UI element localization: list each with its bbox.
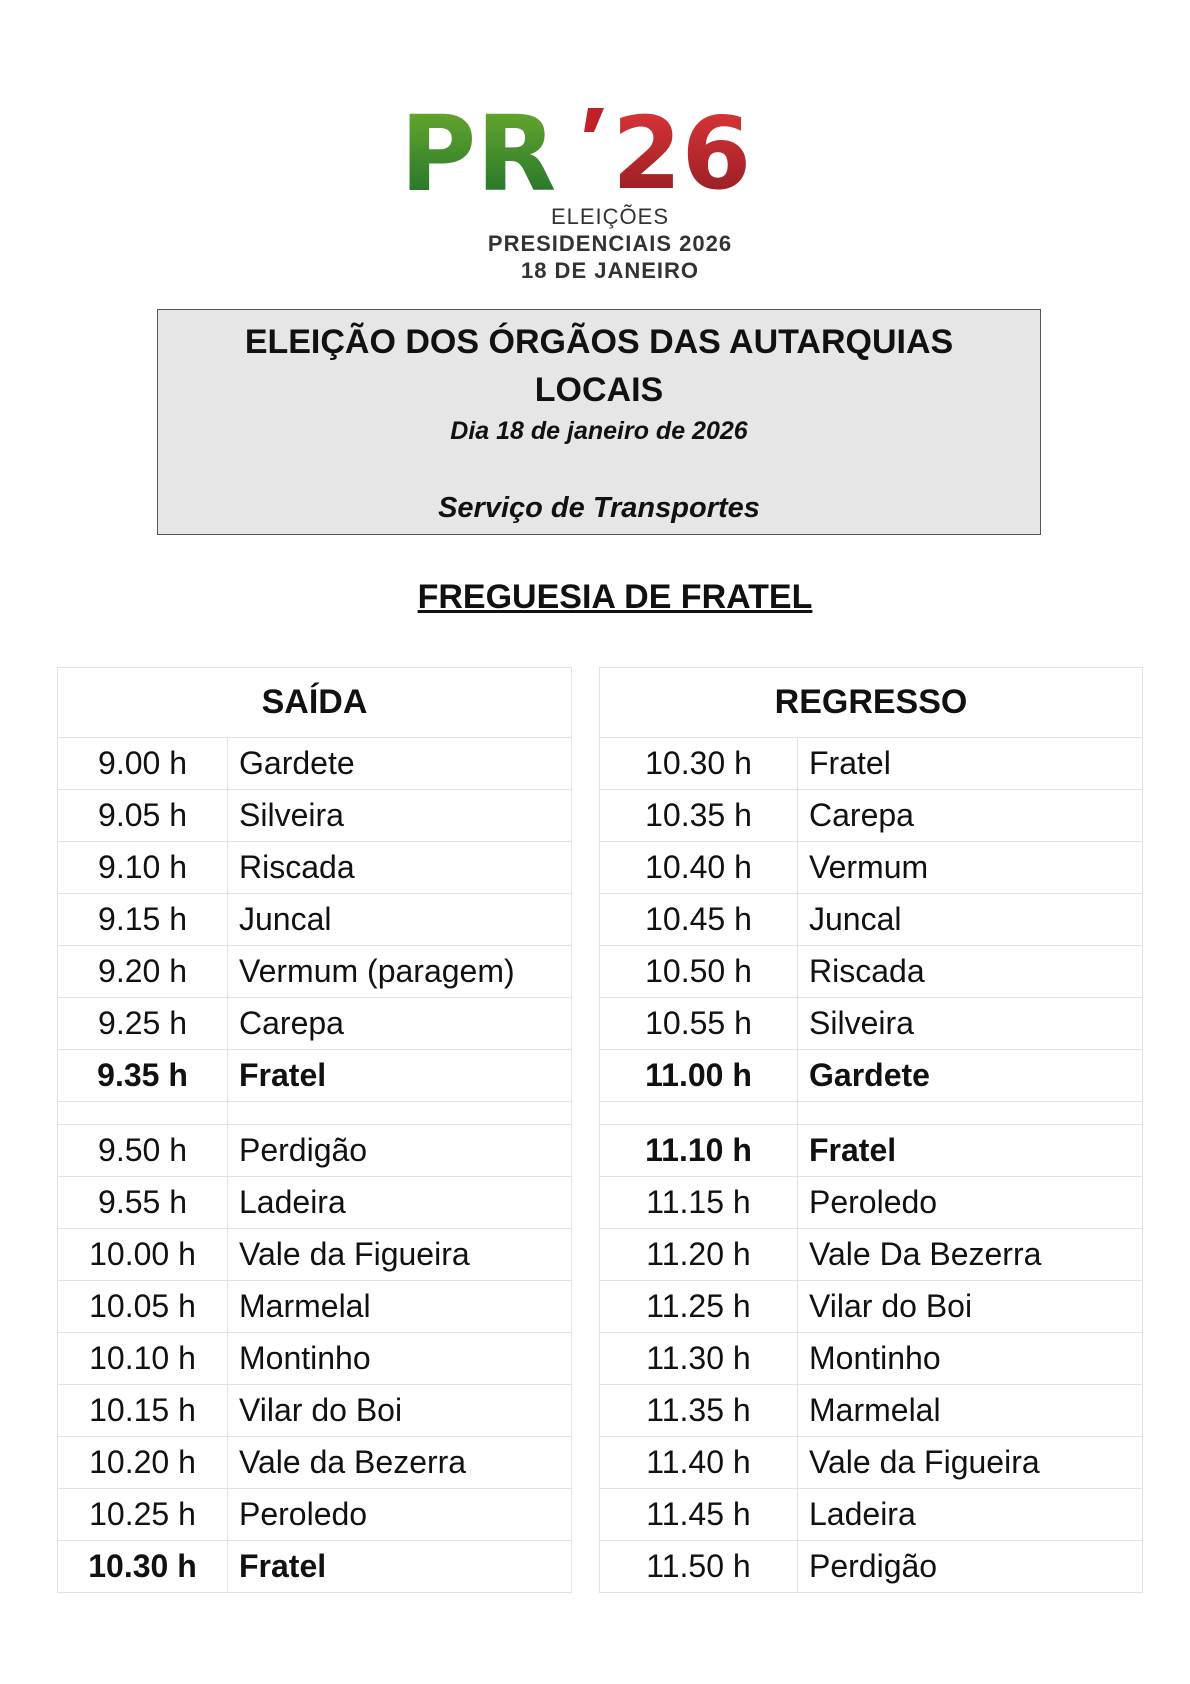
table-row	[600, 1177, 1143, 1229]
table-row	[600, 842, 1143, 894]
time-cell: 10.20 h	[58, 1437, 228, 1489]
time-cell: 9.25 h	[58, 998, 228, 1050]
time-cell: 10.30 h	[600, 738, 798, 790]
place-cell	[798, 1102, 1143, 1125]
table-row	[600, 790, 1143, 842]
time-cell: 10.05 h	[58, 1281, 228, 1333]
table-row	[58, 998, 572, 1050]
place-cell: Silveira	[228, 790, 572, 842]
time-cell: 10.50 h	[600, 946, 798, 998]
time-cell	[58, 1102, 228, 1125]
table-row	[600, 1281, 1143, 1333]
logo-line-2: PRESIDENCIAIS 2026	[487, 231, 733, 256]
table-row	[58, 946, 572, 998]
pr26-logo	[400, 98, 820, 288]
table-row	[600, 1437, 1143, 1489]
table-row	[58, 1177, 572, 1229]
time-cell: 9.35 h	[58, 1050, 228, 1102]
place-cell: Vilar do Boi	[228, 1385, 572, 1437]
place-cell: Carepa	[228, 998, 572, 1050]
table-row	[600, 738, 1143, 790]
table-row	[58, 1333, 572, 1385]
logo-pr-text: PR	[400, 98, 557, 198]
place-cell: Vilar do Boi	[798, 1281, 1143, 1333]
time-cell: 10.15 h	[58, 1385, 228, 1437]
table-row	[58, 1229, 572, 1281]
place-cell: Fratel	[798, 738, 1143, 790]
time-cell: 11.30 h	[600, 1333, 798, 1385]
table-row	[58, 1125, 572, 1177]
time-cell: 11.25 h	[600, 1281, 798, 1333]
time-cell: 10.10 h	[58, 1333, 228, 1385]
table-row	[600, 1333, 1143, 1385]
place-cell: Riscada	[228, 842, 572, 894]
place-cell: Perdigão	[798, 1541, 1143, 1593]
table-row	[600, 998, 1143, 1050]
place-cell: Carepa	[798, 790, 1143, 842]
time-cell: 10.35 h	[600, 790, 798, 842]
place-cell: Ladeira	[798, 1489, 1143, 1541]
time-cell: 9.55 h	[58, 1177, 228, 1229]
election-date: Dia 18 de janeiro de 2026	[450, 417, 748, 445]
place-cell: Fratel	[228, 1541, 572, 1593]
time-cell: 9.05 h	[58, 790, 228, 842]
place-cell: Juncal	[798, 894, 1143, 946]
table-row	[600, 1489, 1143, 1541]
time-cell: 10.30 h	[58, 1541, 228, 1593]
place-cell: Vermum (paragem)	[228, 946, 572, 998]
table-row	[58, 842, 572, 894]
freguesia-heading: FREGUESIA DE FRATEL	[417, 578, 813, 616]
table-row	[58, 738, 572, 790]
place-cell: Ladeira	[228, 1177, 572, 1229]
time-cell: 11.15 h	[600, 1177, 798, 1229]
time-cell: 10.25 h	[58, 1489, 228, 1541]
time-cell: 10.00 h	[58, 1229, 228, 1281]
place-cell: Vale Da Bezerra	[798, 1229, 1143, 1281]
place-cell: Peroledo	[798, 1177, 1143, 1229]
table-row	[600, 1229, 1143, 1281]
table-row	[600, 1385, 1143, 1437]
saida-heading: SAÍDA	[58, 668, 572, 738]
time-cell: 11.20 h	[600, 1229, 798, 1281]
title-box	[157, 309, 1041, 535]
table-row	[600, 1102, 1143, 1125]
place-cell: Vale da Figueira	[798, 1437, 1143, 1489]
logo-line-1: ELEIÇÕES	[550, 204, 670, 229]
time-cell: 11.50 h	[600, 1541, 798, 1593]
regresso-heading: REGRESSO	[600, 668, 1143, 738]
place-cell	[228, 1102, 572, 1125]
time-cell: 9.20 h	[58, 946, 228, 998]
place-cell: Perdigão	[228, 1125, 572, 1177]
place-cell: Vale da Bezerra	[228, 1437, 572, 1489]
place-cell: Vermum	[798, 842, 1143, 894]
place-cell: Montinho	[798, 1333, 1143, 1385]
time-cell: 9.15 h	[58, 894, 228, 946]
saida-table	[57, 667, 572, 1593]
place-cell: Vale da Figueira	[228, 1229, 572, 1281]
table-row	[58, 1541, 572, 1593]
table-row	[58, 1050, 572, 1102]
time-cell: 10.40 h	[600, 842, 798, 894]
place-cell: Fratel	[798, 1125, 1143, 1177]
place-cell: Marmelal	[228, 1281, 572, 1333]
table-row	[58, 1385, 572, 1437]
table-row	[58, 1437, 572, 1489]
place-cell: Marmelal	[798, 1385, 1143, 1437]
table-row	[600, 894, 1143, 946]
time-cell: 11.45 h	[600, 1489, 798, 1541]
table-row	[58, 1489, 572, 1541]
time-cell: 10.55 h	[600, 998, 798, 1050]
table-row	[58, 894, 572, 946]
place-cell: Silveira	[798, 998, 1143, 1050]
time-cell: 11.40 h	[600, 1437, 798, 1489]
table-row	[600, 946, 1143, 998]
logo-apostrophe	[584, 108, 604, 132]
time-cell: 10.45 h	[600, 894, 798, 946]
table-row	[58, 1102, 572, 1125]
place-cell: Fratel	[228, 1050, 572, 1102]
table-row	[58, 1281, 572, 1333]
place-cell: Peroledo	[228, 1489, 572, 1541]
time-cell: 11.00 h	[600, 1050, 798, 1102]
place-cell: Riscada	[798, 946, 1143, 998]
table-row	[58, 790, 572, 842]
time-cell: 11.35 h	[600, 1385, 798, 1437]
page-title: ELEIÇÃO DOS ÓRGÃOS DAS AUTARQUIAS LOCAIS	[244, 323, 954, 409]
logo-line-3: 18 DE JANEIRO	[520, 258, 700, 283]
place-cell: Montinho	[228, 1333, 572, 1385]
place-cell: Gardete	[798, 1050, 1143, 1102]
service-label: Serviço de Transportes	[438, 492, 760, 524]
table-row	[600, 1541, 1143, 1593]
logo-26-text: 26	[612, 98, 752, 198]
time-cell: 9.10 h	[58, 842, 228, 894]
time-cell: 9.50 h	[58, 1125, 228, 1177]
logo-mark	[400, 98, 820, 198]
time-cell: 9.00 h	[58, 738, 228, 790]
place-cell: Gardete	[228, 738, 572, 790]
table-row	[600, 1125, 1143, 1177]
regresso-table	[599, 667, 1143, 1593]
table-row	[600, 1050, 1143, 1102]
time-cell: 11.10 h	[600, 1125, 798, 1177]
time-cell	[600, 1102, 798, 1125]
place-cell: Juncal	[228, 894, 572, 946]
